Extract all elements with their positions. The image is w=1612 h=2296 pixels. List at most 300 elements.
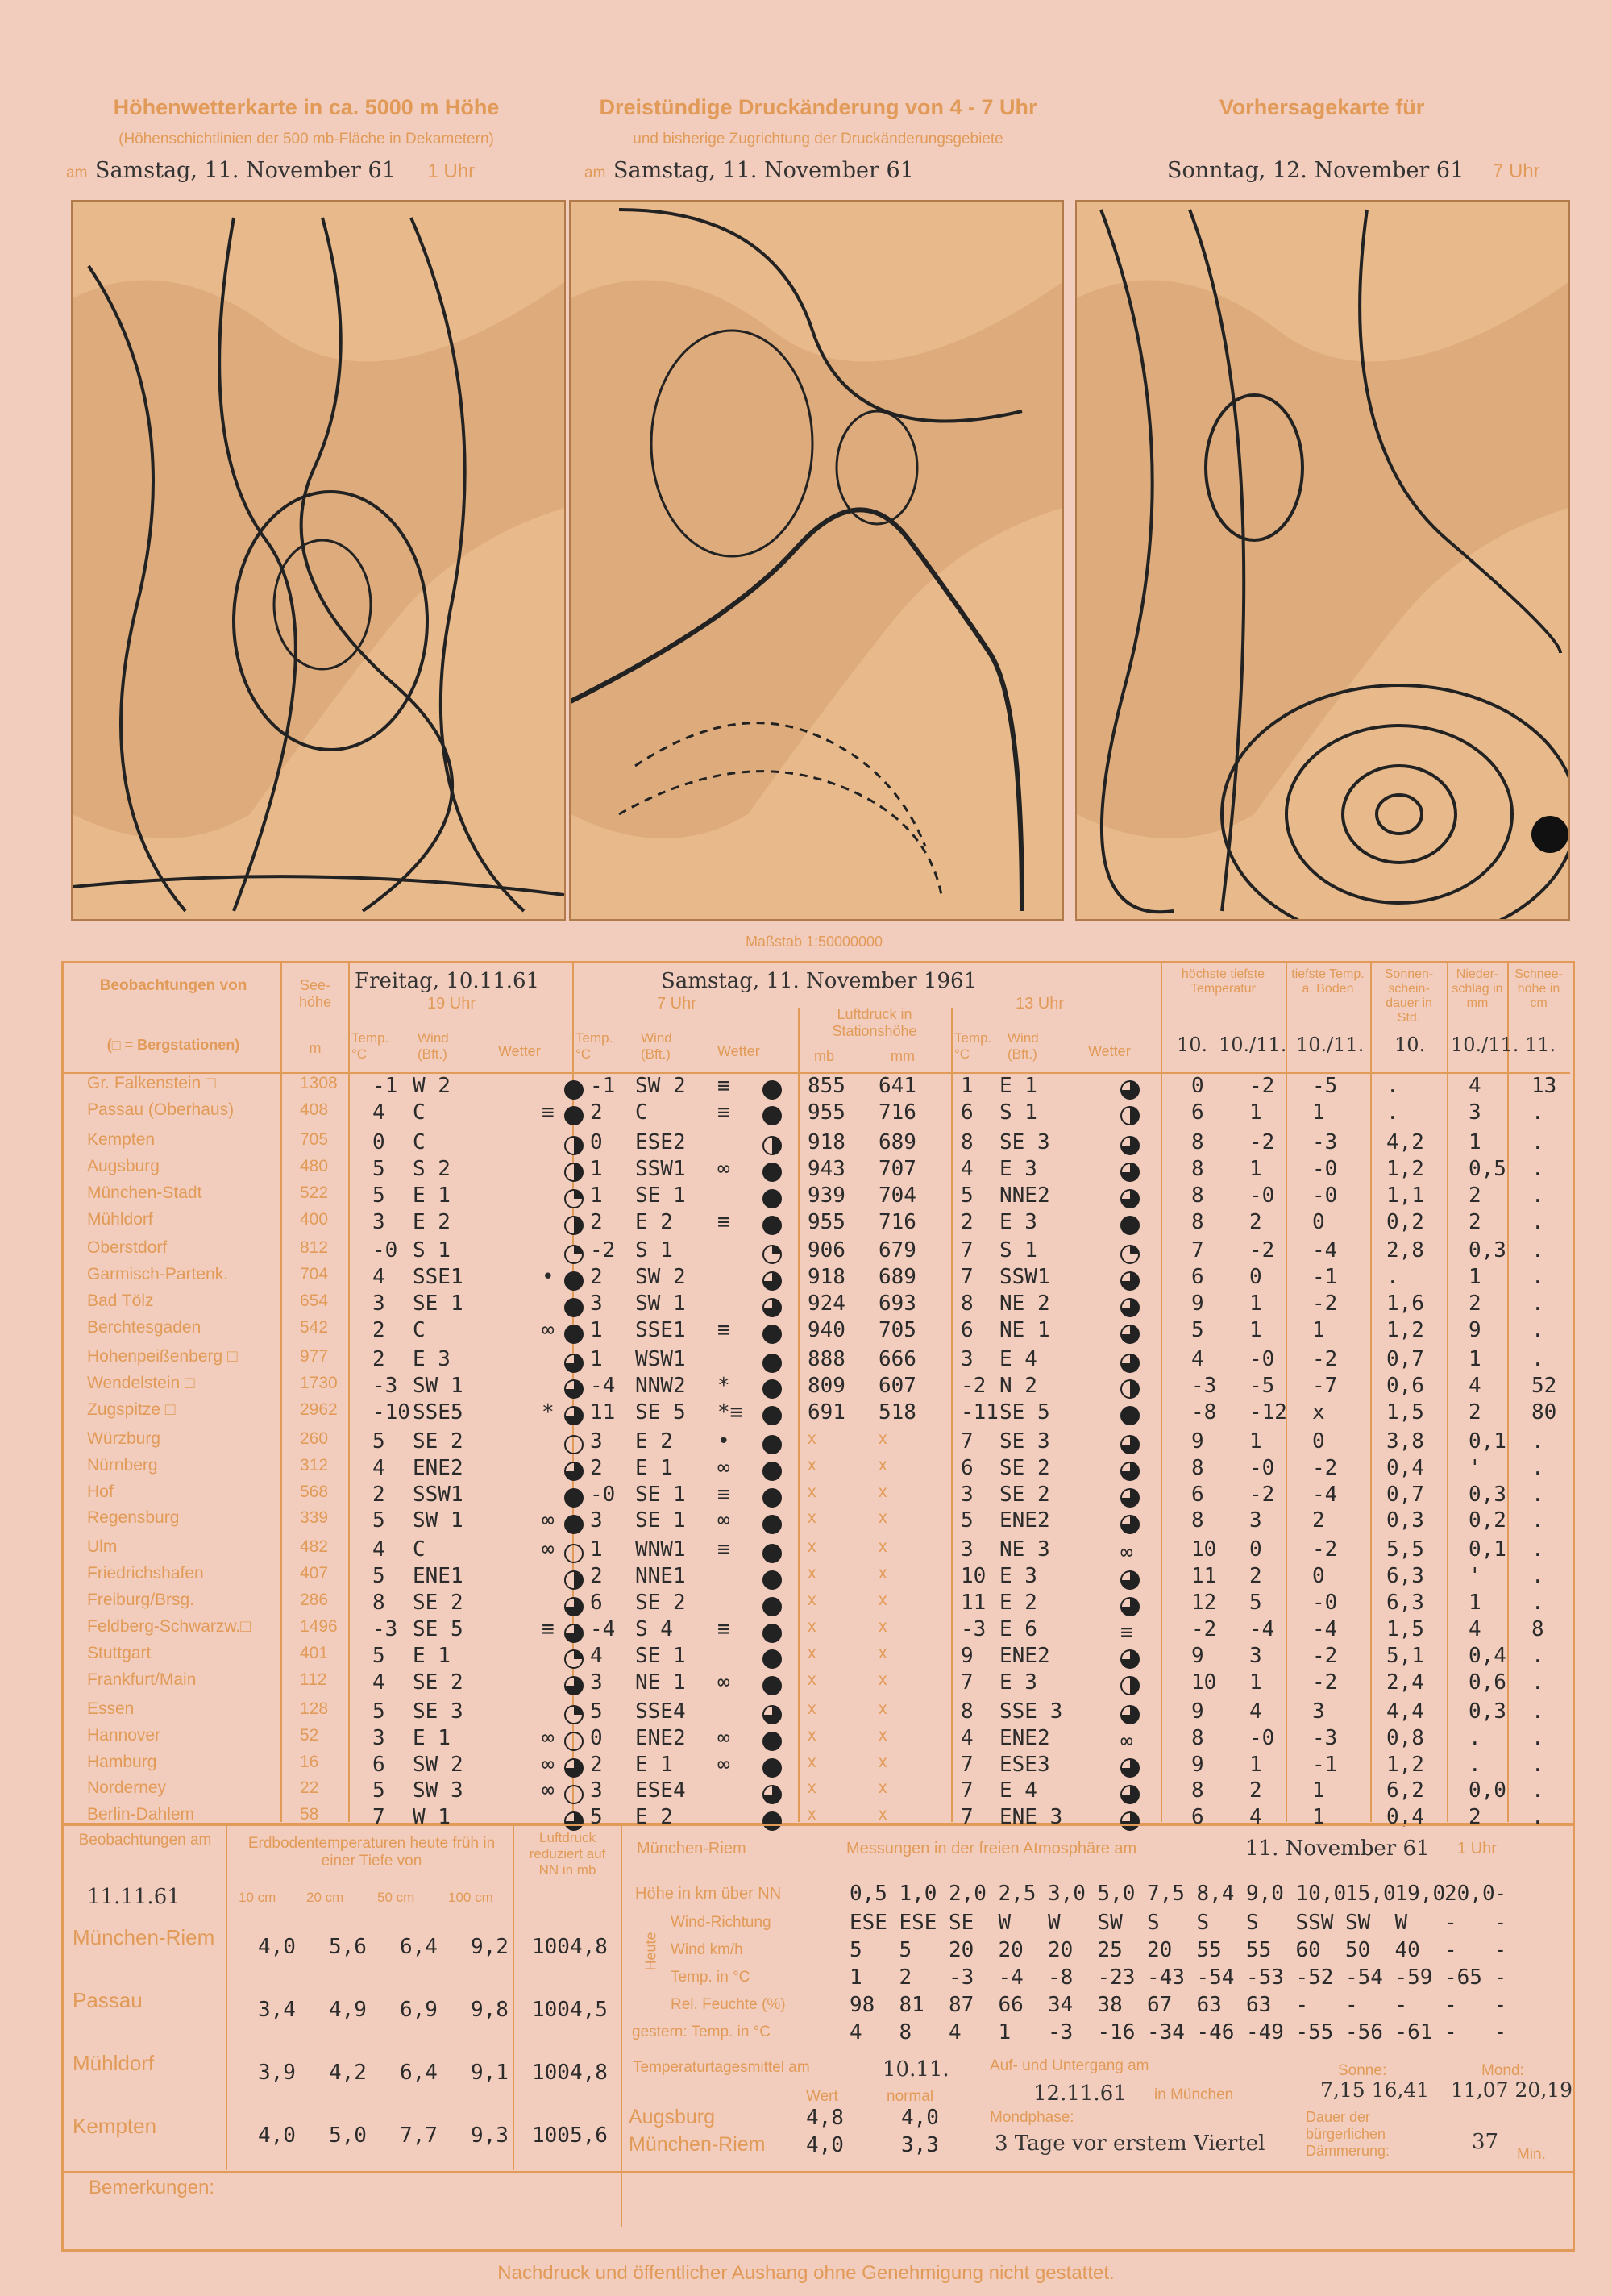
station-name: Freiburg/Brsg. [87,1591,195,1610]
fri-cloud-cover-icon [564,1512,584,1536]
table-row [64,1483,1572,1509]
sat7-wind: NNW2 [635,1373,686,1398]
sunshine: 0,6 [1386,1373,1424,1398]
sat13-wind: E 3 [999,1564,1037,1589]
station-name: Friedrichshafen [87,1564,204,1583]
max-temp: 6 [1191,1805,1204,1830]
fri-wind: SSW1 [413,1482,463,1507]
precip: ' [1469,1564,1481,1589]
atm-value: - [1494,1911,1507,1935]
station-name: Stuttgart [87,1643,152,1662]
sat13-col-temp: Temp. °C [954,1030,992,1062]
fri-wind: W 2 [413,1074,451,1098]
atm-value: -61 [1394,2020,1433,2044]
sonnenschein-date: 10. [1394,1034,1426,1056]
pressure-mb: x [808,1482,816,1501]
snow: . [1531,1564,1544,1589]
fri-temp: -3 [372,1617,398,1641]
sat13-temp: 7 [961,1670,974,1695]
sat13-cloud-cover-icon [1120,1404,1140,1428]
precip: 2 [1469,1400,1481,1425]
fri-wx-sign: ≡ [542,1617,555,1641]
min-temp: 3 [1249,1643,1262,1668]
sunshine: 1,6 [1386,1292,1424,1316]
ground-min-temp: -0 [1312,1183,1338,1208]
mittel-station: München-Riem [629,2133,766,2156]
soil-value: 6,9 [400,1998,438,2022]
sat7-wind: SW 2 [635,1265,686,1290]
sat7-temp: 1 [590,1318,603,1343]
sat7-temp: 11 [590,1400,616,1425]
atm-value: -23 [1097,1965,1136,1990]
table-row [64,1130,1572,1157]
station-height: 977 [300,1347,329,1366]
fri-wind: C [413,1537,426,1562]
snow: . [1531,1670,1544,1695]
fri-time: 19 Uhr [427,995,476,1013]
min-temp: -0 [1249,1183,1275,1208]
sat13-temp: 7 [961,1778,974,1803]
hoechste-label: höchste tiefste Temperatur [1181,967,1265,996]
sat13-temp: -2 [961,1373,987,1398]
pressure-mb: x [808,1805,816,1824]
soil-station: Kempten [73,2114,157,2138]
sat13-cloud-cover-icon: ∞ [1120,1541,1133,1566]
sat7-cloud-cover-icon [762,1459,782,1483]
precip: 0,3 [1469,1699,1506,1724]
fri-temp: 7 [372,1805,385,1830]
fri-wind: C [413,1318,426,1343]
sat7-cloud-cover-icon [762,1620,782,1645]
sonne-label: Sonne: [1338,2062,1387,2079]
depth-100: 100 cm [448,1890,493,1905]
station-name: Würzburg [87,1429,161,1448]
sat13-cloud-cover-icon [1120,1674,1140,1698]
sat13-wind: S 1 [999,1100,1037,1125]
atm-value: - [1494,1993,1507,2017]
pressure-mb: 809 [808,1373,845,1398]
atm-label: Messungen in der freien Atmosphäre am [846,1840,1137,1857]
sat7-cloud-cover-icon [762,1350,782,1375]
sat13-wind: NE 3 [999,1537,1050,1562]
bemerkungen-label: Bemerkungen: [89,2177,215,2198]
atm-value: 34 [1048,1993,1074,2017]
soil-value: 6,4 [400,2061,438,2085]
sat7-wind: SSE1 [635,1318,686,1343]
atm-value: W [998,1911,1012,1935]
table-row [64,1699,1572,1726]
sat7-wind: SE 2 [635,1591,686,1616]
atm-value: -43 [1147,1965,1185,1990]
soil-value: 1004,8 [532,2061,608,2085]
pressure-mm: x [879,1482,887,1501]
fri-cloud-cover-icon [564,1104,584,1128]
fri-wind: S 2 [413,1156,451,1181]
sat13-cloud-cover-icon [1120,1104,1140,1128]
sat7-wx-sign: ∞ [717,1508,730,1533]
sat7-wind: SE 1 [635,1183,686,1208]
fri-temp: 5 [372,1564,385,1589]
station-name: München-Stadt [87,1183,202,1202]
max-temp: 8 [1191,1209,1204,1234]
map2-prefix: am [584,164,606,181]
atm-value: - [1444,2020,1457,2044]
fri-cloud-cover-icon [564,1133,584,1158]
sat13-temp: 3 [961,1482,974,1507]
pressure-mm: 704 [879,1183,916,1208]
pressure-mm: 693 [879,1292,916,1316]
sat7-wind: ESE4 [635,1778,686,1803]
snow: . [1531,1455,1544,1480]
atm-value: W [1048,1911,1061,1935]
sunshine: 5,5 [1386,1537,1424,1562]
sunshine: 1,2 [1386,1156,1424,1181]
sat7-wx-sign: ≡ [717,1537,730,1562]
station-height: 401 [300,1643,329,1662]
max-temp: 10 [1191,1537,1217,1562]
tiefste-boden-label: tiefste Temp. a. Boden [1291,967,1365,996]
pressure-mb: 955 [808,1209,845,1234]
map1-date-line [66,158,550,183]
normal-label: normal [887,2088,934,2105]
map3-date: Sonntag, 12. November 61 [1167,158,1465,183]
sat13-cloud-cover-icon [1120,1512,1140,1536]
table-row [64,1183,1572,1210]
fri-temp: -0 [372,1238,398,1263]
pressure-mb: 888 [808,1347,845,1371]
atm-value: 55 [1246,1938,1272,1962]
sat7-wx-sign: ∞ [717,1670,730,1695]
station-name: Kempten [87,1129,156,1149]
snow: 52 [1531,1373,1557,1398]
sat13-temp: 4 [961,1156,974,1181]
pressure-mb: x [808,1591,816,1610]
daemmerung-label: Dauer der bürgerlichen Dämmerung: [1306,2109,1390,2159]
pressure-change-map [569,200,1064,921]
ground-min-temp: -2 [1312,1347,1338,1371]
sat13-temp: 8 [961,1292,974,1316]
tiefste-boden-date: 10./11. [1296,1034,1365,1056]
ground-min-temp: 1 [1312,1805,1325,1830]
min-temp: -4 [1249,1617,1275,1641]
fri-temp: 4 [372,1670,385,1695]
pressure-mm: 518 [879,1400,916,1425]
sat13-wind: ENE2 [999,1643,1050,1668]
mittel-wert: 4,8 [806,2106,844,2130]
mond-value: 11,07 20,19 [1451,2078,1573,2102]
min-temp: 1 [1249,1318,1262,1343]
sat13-cloud-cover-icon [1120,1594,1140,1618]
ground-min-temp: -2 [1312,1537,1338,1562]
sat13-cloud-cover-icon [1120,1077,1140,1101]
sunshine: 6,2 [1386,1778,1424,1803]
table-row [64,1564,1572,1591]
table-row [64,1238,1572,1265]
sat13-cloud-cover-icon [1120,1647,1140,1671]
wert-label: Wert [806,2088,838,2105]
table-row [64,1374,1572,1400]
pressure-mb: 924 [808,1292,845,1316]
sunshine: 0,4 [1386,1455,1424,1480]
precip: 0,2 [1469,1508,1506,1533]
sunshine: 5,1 [1386,1643,1424,1668]
atm-value: -34 [1147,2020,1185,2044]
soil-station: München-Riem [73,1925,215,1949]
sat13-wind: NNE2 [999,1183,1050,1208]
sat7-wind: S 4 [635,1617,673,1641]
atm-value: 40 [1394,1938,1420,1962]
depth-50: 50 cm [377,1890,415,1905]
table-row [64,1508,1572,1535]
sat13-temp: 8 [961,1699,974,1724]
table-row [64,1292,1572,1318]
max-temp: -2 [1191,1617,1217,1641]
sat7-wx-sign: ≡ [717,1074,730,1098]
ground-min-temp: 0 [1312,1209,1325,1234]
station-height: 58 [300,1805,319,1824]
sat7-wind: SW 1 [635,1292,686,1316]
sunshine: 1,1 [1386,1183,1424,1208]
pressure-mb: x [808,1670,816,1689]
atm-height: 2,0 [949,1882,987,1906]
fri-wind: SW 1 [413,1508,463,1533]
ground-min-temp: -0 [1312,1156,1338,1181]
pressure-mm: 666 [879,1347,916,1371]
atm-value: -3 [949,1965,974,1990]
map2-date: Samstag, 11. November 61 [613,158,914,183]
table-row [64,1456,1572,1483]
fri-temp: 4 [372,1537,385,1562]
ground-min-temp: 2 [1312,1508,1325,1533]
sat7-temp: 1 [590,1347,603,1371]
sat7-wx-sign: ∞ [717,1752,730,1777]
station-height: 1308 [300,1074,338,1092]
station-height: 568 [300,1482,329,1501]
ground-min-temp: 0 [1312,1429,1325,1454]
table-row [64,1778,1572,1805]
mittel-wert: 4,0 [806,2133,844,2157]
fri-cloud-cover-icon [564,1703,584,1727]
atm-value: - [1394,1993,1408,2017]
soil-value: 4,9 [329,1998,367,2022]
ground-min-temp: -7 [1312,1373,1338,1398]
pressure-mb: 918 [808,1265,845,1290]
soil-value: 9,1 [471,2061,509,2085]
table-row [64,1753,1572,1779]
snow: . [1531,1265,1544,1290]
soil-value: 3,9 [258,2061,296,2085]
sat13-cloud-cover-icon: ∞ [1120,1728,1133,1753]
mond-label: Mond: [1481,2062,1524,2079]
sat7-temp: 3 [590,1670,603,1695]
sat7-wind: S 1 [635,1238,673,1263]
sat7-cloud-cover-icon [762,1213,782,1237]
sat7-temp: 1 [590,1183,603,1208]
map2-subtitle: und bisherige Zugrichtung der Druckänderungsgebiete [633,131,1003,148]
sunshine: 2,4 [1386,1670,1424,1695]
sat13-wind: E 1 [999,1074,1037,1098]
atm-value: -65 [1444,1965,1482,1990]
sat13-cloud-cover-icon [1120,1268,1140,1292]
map2-title: Dreistündige Druckänderung von 4 - 7 Uhr [599,95,1037,119]
max-temp: -8 [1191,1400,1217,1425]
pressure-mm: x [879,1725,887,1745]
fri-wind: E 1 [413,1183,451,1208]
atm-value: 20 [949,1938,974,1962]
atm-value: -56 [1345,2020,1383,2044]
atm-row-label: Rel. Feuchte (%) [671,1996,786,2013]
map3-date-line [1167,158,1586,183]
min-temp: -2 [1249,1129,1275,1154]
sat7-wind: E 1 [635,1455,673,1480]
atm-value: 60 [1295,1938,1321,1962]
min-temp: 3 [1249,1508,1262,1533]
max-temp: 9 [1191,1643,1204,1668]
pressure-mm: 716 [879,1209,916,1234]
precip: . [1469,1725,1481,1750]
sat13-wind: NE 1 [999,1318,1050,1343]
atm-value: 63 [1246,1993,1272,2017]
station-name: Feldberg-Schwarzw.□ [87,1617,251,1636]
min-temp: 1 [1249,1292,1262,1316]
table-row [64,1100,1572,1127]
max-temp: -3 [1191,1373,1217,1398]
station-height: 705 [300,1129,329,1149]
ground-min-temp: -4 [1312,1617,1338,1641]
sat13-wind: ESE3 [999,1752,1050,1777]
station-name: Berchtesgaden [87,1318,202,1337]
sat7-temp: 3 [590,1778,603,1803]
station-height: 52 [300,1725,319,1745]
sat7-temp: 5 [590,1805,603,1830]
pressure-mb: x [808,1564,816,1583]
pressure-mm: x [879,1617,887,1636]
station-height: 1730 [300,1373,338,1392]
fri-header: Freitag, 10.11.61 [355,969,540,993]
col-mb: mb [814,1048,835,1064]
sat13-col-wind: Wind (Bft.) [1008,1030,1039,1062]
atm-value: - [1444,1911,1457,1935]
atm-value: -54 [1345,1965,1383,1990]
sat13-wind: NE 2 [999,1292,1050,1316]
mittel-station: Augsburg [629,2106,716,2128]
atm-value: - [1444,1993,1457,2017]
fri-cloud-cover-icon [564,1268,584,1292]
pressure-mm: x [879,1455,887,1475]
sat13-cloud-cover-icon [1120,1160,1140,1184]
station-height: 286 [300,1591,329,1610]
pressure-mb: x [808,1643,816,1662]
station-height: 1496 [300,1617,338,1636]
max-temp: 8 [1191,1508,1204,1533]
soil-value: 7,7 [400,2123,438,2148]
table-row [64,1318,1572,1345]
fri-wind: SE 5 [413,1617,463,1641]
ground-min-temp: 1 [1312,1778,1325,1803]
fri-cloud-cover-icon [564,1674,584,1698]
fri-wx-sign: ∞ [542,1537,555,1562]
sat7-temp: 2 [590,1564,603,1589]
sat13-cloud-cover-icon [1120,1756,1140,1780]
max-temp: 6 [1191,1265,1204,1290]
max-temp: 8 [1191,1183,1204,1208]
pressure-mm: x [879,1591,887,1610]
sat13-wind: ENE2 [999,1725,1050,1750]
fri-temp: 0 [372,1129,385,1154]
fri-temp: 2 [372,1482,385,1507]
sat7-wind: WNW1 [635,1537,686,1562]
sat7-temp: 2 [590,1752,603,1777]
station-name: Bad Tölz [87,1292,154,1311]
pressure-mm: x [879,1699,887,1718]
fri-temp: 5 [372,1699,385,1724]
atm-row-label: Temp. in °C [671,1969,750,1986]
mondphase-label: Mondphase: [990,2109,1074,2126]
fri-wx-sign: ∞ [542,1318,555,1343]
pressure-mb: x [808,1429,816,1448]
fri-wind: SE 1 [413,1292,463,1316]
sat-header: Samstag, 11. November 1961 [661,969,978,993]
sat13-temp: -3 [961,1617,987,1641]
sat7-wx-sign: ∞ [717,1455,730,1480]
min-temp: 1 [1249,1670,1262,1695]
sunshine: 2,8 [1386,1238,1424,1263]
snow: . [1531,1183,1544,1208]
atm-value: ESE [899,1911,937,1935]
sat7-cloud-cover-icon [762,1756,782,1780]
atm-value: - [1494,1938,1507,1962]
snow: . [1531,1805,1544,1830]
sat7-wind: E 2 [635,1209,673,1234]
beob-label: Beobachtungen am [78,1832,212,1849]
sat13-cloud-cover-icon [1120,1295,1140,1319]
fri-cloud-cover-icon [564,1350,584,1375]
sat13-temp: 9 [961,1643,974,1668]
max-temp: 8 [1191,1455,1204,1480]
atm-value: 8 [899,2020,912,2044]
fri-wx-sign: • [542,1265,555,1290]
min-temp: -0 [1249,1455,1275,1480]
snow: . [1531,1347,1544,1371]
atm-value: 50 [1345,1938,1371,1962]
ground-min-temp: -3 [1312,1725,1338,1750]
sat7-wx-sign: ≡ [717,1318,730,1343]
sat7-temp: 6 [590,1591,603,1616]
fri-cloud-cover-icon [564,1486,584,1510]
atm-row-label: Wind-Richtung [671,1914,771,1931]
sat13-temp: 5 [961,1183,974,1208]
precip: . [1469,1752,1481,1777]
fri-wind: SSE5 [413,1400,463,1425]
snow: . [1531,1100,1544,1125]
table-row [64,1265,1572,1292]
atm-value: 66 [998,1993,1024,2017]
sat7-temp: -0 [590,1482,616,1507]
sat7-temp: 2 [590,1455,603,1480]
atm-value: - [1494,2020,1507,2044]
atm-value: 20 [998,1938,1024,1962]
atm-value: 87 [949,1993,974,2017]
aufgang-date: 12.11.61 [1033,2082,1127,2106]
schnee-label: Schnee-höhe in cm [1514,967,1563,1010]
table-row [64,1726,1572,1753]
sat7-wind: SW 2 [635,1074,686,1098]
max-temp: 8 [1191,1725,1204,1750]
sunshine: 0,3 [1386,1508,1424,1533]
atm-value: 63 [1196,1993,1222,2017]
atm-row-label: Wind km/h [671,1941,743,1958]
precip: ' [1469,1455,1481,1480]
